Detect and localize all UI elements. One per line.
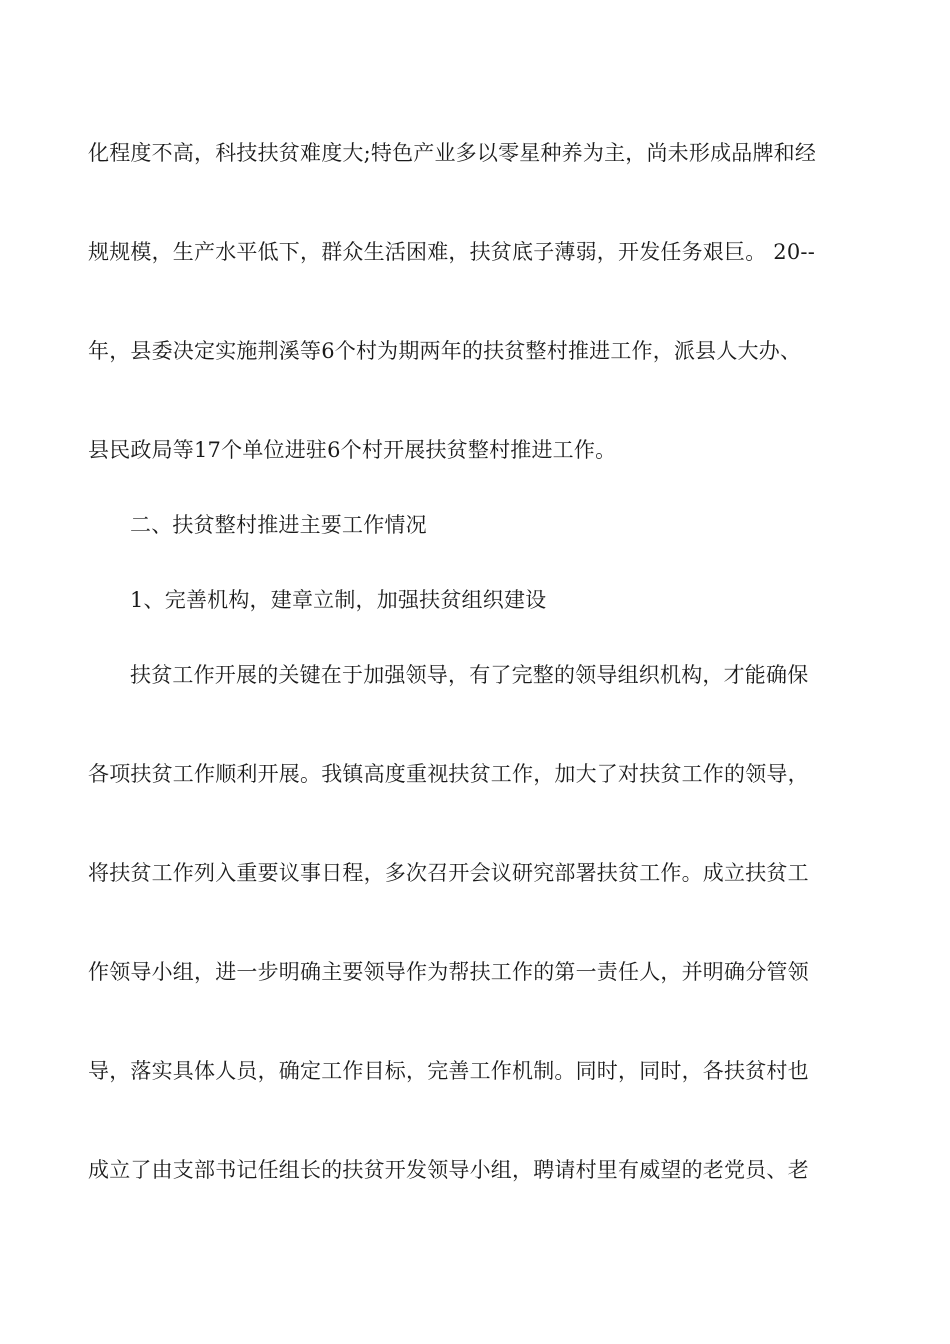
section-heading: 二、扶贫整村推进主要工作情况 xyxy=(130,513,427,537)
paragraph-line-3: 年，县委决定实施荆溪等6个村为期两年的扶贫整村推进工作，派县人大办、 xyxy=(88,339,802,363)
paragraph-line-1: 化程度不高，科技扶贫难度大;特色产业多以零星种养为主，尚未形成品牌和经 xyxy=(88,141,817,165)
paragraph-line-6: 各项扶贫工作顺利开展。我镇高度重视扶贫工作，加大了对扶贫工作的领导， xyxy=(88,762,809,786)
subsection-heading: 1、完善机构，建章立制，加强扶贫组织建设 xyxy=(130,588,547,612)
paragraph-line-7: 将扶贫工作列入重要议事日程，多次召开会议研究部署扶贫工作。成立扶贫工 xyxy=(88,861,809,885)
paragraph-line-2: 规规模，生产水平低下，群众生活困难，扶贫底子薄弱，开发任务艰巨。 20-- xyxy=(88,240,815,264)
paragraph-line-4: 县民政局等17个单位进驻6个村开展扶贫整村推进工作。 xyxy=(88,438,617,462)
paragraph-line-5: 扶贫工作开展的关键在于加强领导，有了完整的领导组织机构，才能确保 xyxy=(130,663,809,687)
paragraph-line-8: 作领导小组，进一步明确主要领导作为帮扶工作的第一责任人，并明确分管领 xyxy=(88,960,809,984)
paragraph-line-9: 导，落实具体人员，确定工作目标，完善工作机制。同时，同时，各扶贫村也 xyxy=(88,1059,809,1083)
paragraph-line-10: 成立了由支部书记任组长的扶贫开发领导小组，聘请村里有威望的老党员、老 xyxy=(88,1158,809,1182)
